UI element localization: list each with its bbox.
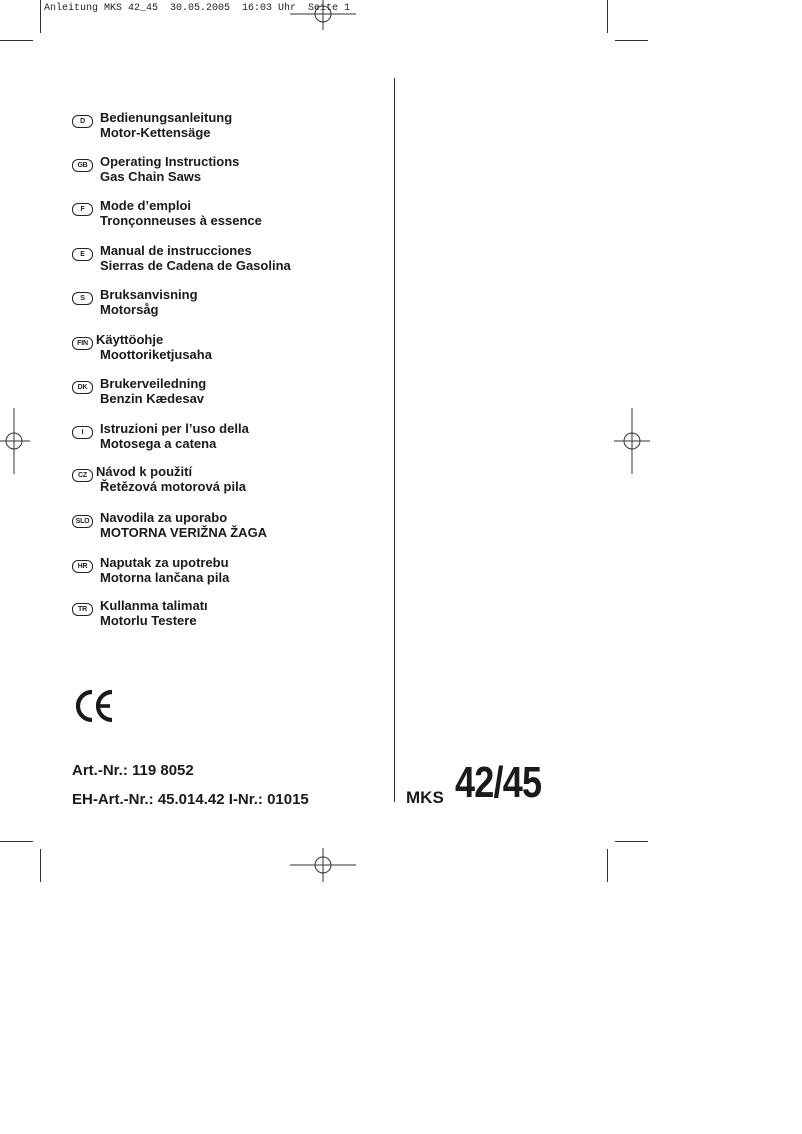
registration-crosshair-icon xyxy=(614,408,650,474)
product-title: MOTORNA VERIŽNA ŽAGA xyxy=(100,525,268,540)
language-code-badge: I xyxy=(72,426,93,439)
manual-title: Operating Instructions xyxy=(100,154,240,169)
language-item-f xyxy=(72,198,392,230)
crop-mark-top-left-horizontal xyxy=(0,40,33,41)
article-number: Art.-Nr.: 119 8052 xyxy=(72,762,194,779)
crop-mark-top-right-vertical xyxy=(607,0,608,33)
manual-title: Naputak za upotrebu xyxy=(100,555,229,570)
crop-mark-bottom-right-horizontal xyxy=(615,841,648,842)
product-title: Sierras de Cadena de Gasolina xyxy=(100,258,291,273)
model-prefix: MKS xyxy=(406,788,444,807)
product-title: Řetězová motorová pila xyxy=(100,479,246,494)
language-item-tr xyxy=(72,598,392,630)
language-title xyxy=(100,110,232,140)
product-title: Tronçonneuses à essence xyxy=(100,213,262,228)
language-item-fin xyxy=(72,332,392,364)
crop-mark-bottom-left-vertical xyxy=(40,849,41,882)
product-title: Gas Chain Saws xyxy=(100,169,202,184)
language-title xyxy=(96,332,212,362)
model-number: 42/45 xyxy=(455,758,542,807)
manual-title: Mode d’emploi xyxy=(100,198,191,213)
ce-mark-icon xyxy=(74,688,116,724)
language-code-badge: E xyxy=(72,248,93,261)
registration-crosshair-icon xyxy=(290,848,356,882)
language-title xyxy=(100,376,206,406)
language-item-slo xyxy=(72,510,392,542)
language-title xyxy=(100,243,291,273)
language-title xyxy=(96,464,246,494)
language-item-gb xyxy=(72,154,392,186)
language-title xyxy=(100,287,198,317)
manual-title: Istruzioni per l’uso della xyxy=(100,421,249,436)
product-title: Motor-Kettensäge xyxy=(100,125,211,140)
language-code-badge: S xyxy=(72,292,93,305)
column-divider xyxy=(394,78,395,802)
eh-article-number: EH-Art.-Nr.: 45.014.42 I-Nr.: 01015 xyxy=(72,791,309,808)
crop-mark-top-right-horizontal xyxy=(615,40,648,41)
product-title: Motosega a catena xyxy=(100,436,217,451)
language-title xyxy=(100,598,208,628)
manual-title: Návod k použití xyxy=(96,464,193,479)
language-item-s xyxy=(72,287,392,319)
language-item-de xyxy=(72,110,392,142)
language-code-badge: HR xyxy=(72,560,93,573)
product-title: Motorsåg xyxy=(100,302,159,317)
language-code-badge: D xyxy=(72,115,93,128)
manual-title: Navodila za uporabo xyxy=(100,510,228,525)
language-item-e xyxy=(72,243,392,275)
language-code-badge: TR xyxy=(72,603,93,616)
manual-title: Bedienungsanleitung xyxy=(100,110,233,125)
manual-title: Bruksanvisning xyxy=(100,287,198,302)
product-title: Motorna lančana pila xyxy=(100,570,230,585)
registration-crosshair-icon xyxy=(0,408,30,474)
crop-mark-top-left-vertical xyxy=(40,0,41,33)
language-title xyxy=(100,555,229,585)
product-title: Moottoriketjusaha xyxy=(100,347,212,362)
registration-crosshair-icon xyxy=(290,0,356,30)
manual-title: Kullanma talimatı xyxy=(100,598,208,613)
language-item-dk xyxy=(72,376,392,408)
print-header: Anleitung MKS 42_45 30.05.2005 16:03 Uhr Seite 1 xyxy=(44,3,351,14)
manual-title: Käyttöohje xyxy=(96,332,164,347)
language-code-badge: SLO xyxy=(72,515,93,528)
language-code-badge: FIN xyxy=(72,337,93,350)
language-title xyxy=(100,421,249,451)
language-item-hr xyxy=(72,555,392,587)
language-code-badge: GB xyxy=(72,159,93,172)
language-code-badge: CZ xyxy=(72,469,93,482)
product-title: Benzin Kædesav xyxy=(100,391,205,406)
language-item-i xyxy=(72,421,392,453)
language-code-badge: DK xyxy=(72,381,93,394)
language-item-cz xyxy=(72,464,392,496)
product-title: Motorlu Testere xyxy=(100,613,197,628)
crop-mark-bottom-right-vertical xyxy=(607,849,608,882)
language-title xyxy=(100,198,262,228)
language-code-badge: F xyxy=(72,203,93,216)
manual-title: Brukerveiledning xyxy=(100,376,207,391)
language-title xyxy=(100,154,239,184)
crop-mark-bottom-left-horizontal xyxy=(0,841,33,842)
language-title xyxy=(100,510,267,540)
manual-title: Manual de instrucciones xyxy=(100,243,252,258)
